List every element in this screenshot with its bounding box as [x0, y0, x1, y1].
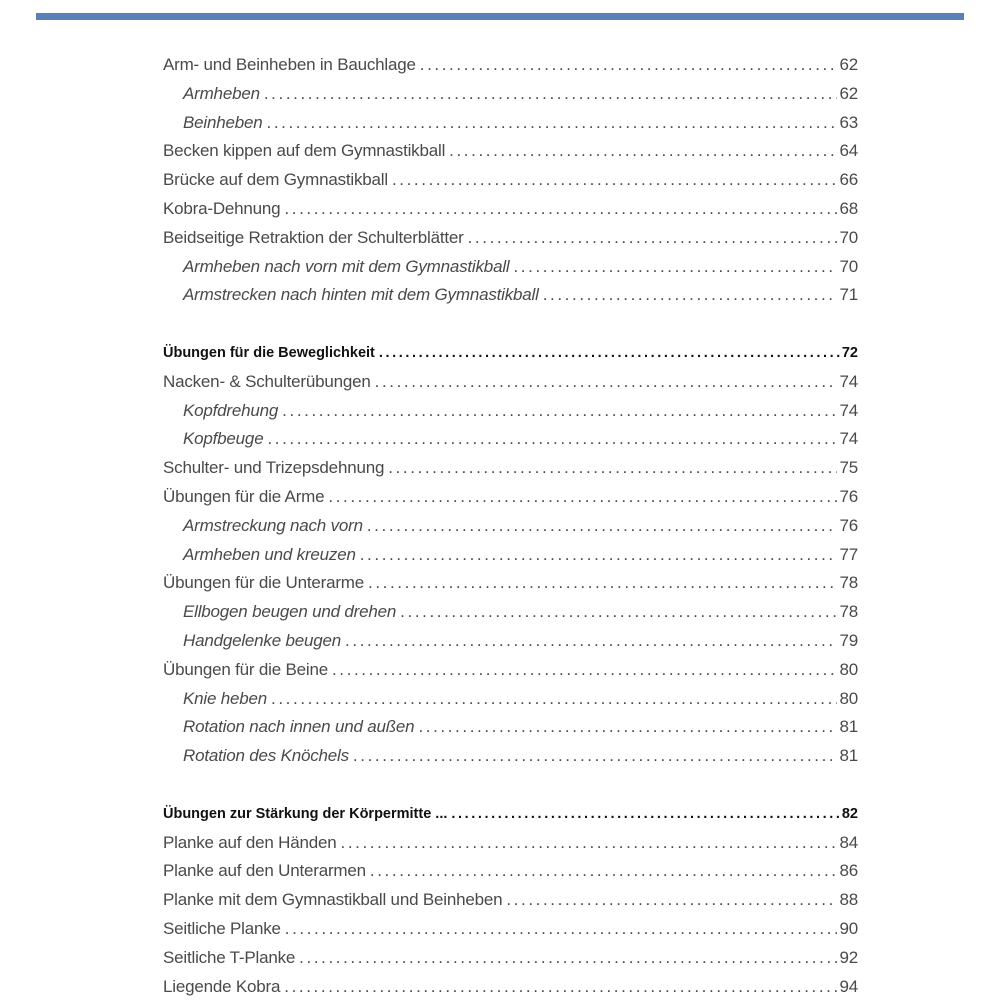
dot-leader	[267, 109, 838, 138]
toc-entry-title: Beidseitige Retraktion der Schulterblätter	[163, 224, 464, 253]
toc-page-number: 82	[842, 800, 858, 829]
toc-section-heading[interactable]	[163, 800, 858, 829]
toc-page-number: 68	[839, 195, 858, 224]
toc-page-number: 74	[839, 425, 858, 454]
toc-entry-title: Knie heben	[183, 685, 267, 714]
toc-page-number: 78	[839, 569, 858, 598]
toc-entry[interactable]	[163, 368, 858, 397]
toc-subentry[interactable]	[163, 598, 858, 627]
toc-entry-title: Handgelenke beugen	[183, 627, 341, 656]
toc-entry-title: Arm- und Beinheben in Bauchlage	[163, 51, 416, 80]
toc-page-number: 62	[839, 51, 858, 80]
toc-entry-title: Planke mit dem Gymnastikball und Beinheben	[163, 886, 502, 915]
toc-entry-title: Kobra-Dehnung	[163, 195, 280, 224]
dot-leader	[360, 541, 838, 570]
dot-leader	[388, 454, 837, 483]
toc-entry-title: Seitliche Planke	[163, 915, 281, 944]
dot-leader	[451, 800, 839, 829]
dot-leader	[285, 915, 838, 944]
toc-page-number: 77	[839, 541, 858, 570]
toc-entry[interactable]	[163, 224, 858, 253]
dot-leader	[345, 627, 837, 656]
dot-leader	[332, 656, 838, 685]
toc-page-number: 72	[842, 339, 858, 368]
toc-entry-title: Kopfbeuge	[183, 425, 263, 454]
toc-section-heading[interactable]	[163, 339, 858, 368]
toc-entry-title: Becken kippen auf dem Gymnastikball	[163, 137, 445, 166]
dot-leader	[513, 253, 837, 282]
toc-entry-title: Schulter- und Trizepsdehnung	[163, 454, 384, 483]
toc-entry-title: Kopfdrehung	[183, 397, 278, 426]
toc-entry[interactable]	[163, 829, 858, 858]
toc-entry[interactable]	[163, 569, 858, 598]
toc-entry-title: Brücke auf dem Gymnastikball	[163, 166, 388, 195]
toc-page-number: 62	[839, 80, 858, 109]
toc-page-number: 90	[839, 915, 858, 944]
toc-subentry[interactable]	[163, 742, 858, 771]
section-spacer	[163, 310, 858, 339]
toc-entry[interactable]	[163, 973, 858, 1001]
toc-page-number: 64	[839, 137, 858, 166]
toc-page-number: 80	[839, 656, 858, 685]
header-rule	[36, 13, 964, 20]
toc-page-number: 74	[839, 397, 858, 426]
toc-subentry[interactable]	[163, 253, 858, 282]
table-of-contents	[163, 51, 858, 1001]
toc-entry[interactable]	[163, 857, 858, 886]
dot-leader	[271, 685, 837, 714]
dot-leader	[341, 829, 838, 858]
toc-page-number: 74	[839, 368, 858, 397]
dot-leader	[282, 397, 837, 426]
toc-entry[interactable]	[163, 166, 858, 195]
toc-subentry[interactable]	[163, 627, 858, 656]
toc-page-number: 80	[839, 685, 858, 714]
toc-entry-title: Armheben	[183, 80, 260, 109]
dot-leader	[353, 742, 838, 771]
toc-entry-title: Rotation nach innen und außen	[183, 713, 414, 742]
dot-leader	[420, 51, 838, 80]
toc-subentry[interactable]	[163, 80, 858, 109]
toc-entry-title: Armheben und kreuzen	[183, 541, 356, 570]
dot-leader	[264, 80, 838, 109]
dot-leader	[328, 483, 837, 512]
toc-entry[interactable]	[163, 656, 858, 685]
section-spacer	[163, 771, 858, 800]
toc-page-number: 75	[839, 454, 858, 483]
toc-subentry[interactable]	[163, 541, 858, 570]
toc-entry-title: Planke auf den Unterarmen	[163, 857, 366, 886]
toc-entry[interactable]	[163, 51, 858, 80]
toc-page-number: 81	[839, 742, 858, 771]
dot-leader	[368, 569, 837, 598]
toc-entry-title: Armstrecken nach hinten mit dem Gymnastikball	[183, 281, 539, 310]
toc-entry-title: Nacken- & Schulterübungen	[163, 368, 371, 397]
toc-page-number: 78	[839, 598, 858, 627]
dot-leader	[375, 368, 838, 397]
toc-entry-title: Liegende Kobra	[163, 973, 280, 1001]
dot-leader	[379, 339, 840, 368]
toc-page-number: 70	[839, 253, 858, 282]
toc-entry[interactable]	[163, 483, 858, 512]
toc-entry-title: Ellbogen beugen und drehen	[183, 598, 396, 627]
toc-page-number: 76	[839, 483, 858, 512]
toc-page-number: 79	[839, 627, 858, 656]
toc-page-number: 88	[839, 886, 858, 915]
toc-entry[interactable]	[163, 886, 858, 915]
dot-leader	[367, 512, 838, 541]
toc-entry-title: Übungen zur Stärkung der Körpermitte ...	[163, 800, 447, 829]
toc-entry[interactable]	[163, 915, 858, 944]
toc-entry-title: Übungen für die Unterarme	[163, 569, 364, 598]
dot-leader	[449, 137, 837, 166]
toc-subentry[interactable]	[163, 425, 858, 454]
toc-page-number: 76	[839, 512, 858, 541]
toc-page-number: 70	[839, 224, 858, 253]
dot-leader	[418, 713, 837, 742]
toc-subentry[interactable]	[163, 397, 858, 426]
toc-page-number: 63	[839, 109, 858, 138]
toc-subentry[interactable]	[163, 281, 858, 310]
toc-page-number: 81	[839, 713, 858, 742]
toc-page-number: 84	[839, 829, 858, 858]
toc-page-number: 86	[839, 857, 858, 886]
toc-entry-title: Übungen für die Beweglichkeit	[163, 339, 375, 368]
dot-leader	[284, 973, 837, 1001]
dot-leader	[267, 425, 837, 454]
dot-leader	[543, 281, 838, 310]
dot-leader	[468, 224, 838, 253]
toc-subentry[interactable]	[163, 685, 858, 714]
toc-entry[interactable]	[163, 454, 858, 483]
toc-entry-title: Übungen für die Beine	[163, 656, 328, 685]
toc-subentry[interactable]	[163, 713, 858, 742]
toc-subentry[interactable]	[163, 109, 858, 138]
toc-page-number: 94	[839, 973, 858, 1001]
toc-entry-title: Armstreckung nach vorn	[183, 512, 363, 541]
toc-entry[interactable]	[163, 944, 858, 973]
dot-leader	[392, 166, 838, 195]
dot-leader	[400, 598, 837, 627]
toc-page-number: 92	[839, 944, 858, 973]
dot-leader	[370, 857, 838, 886]
toc-entry-title: Armheben nach vorn mit dem Gymnastikball	[183, 253, 509, 282]
toc-page-number: 71	[839, 281, 858, 310]
toc-entry-title: Seitliche T-Planke	[163, 944, 295, 973]
toc-entry-title: Beinheben	[183, 109, 263, 138]
toc-entry-title: Rotation des Knöchels	[183, 742, 349, 771]
toc-entry[interactable]	[163, 195, 858, 224]
dot-leader	[299, 944, 837, 973]
toc-entry-title: Planke auf den Händen	[163, 829, 337, 858]
toc-entry[interactable]	[163, 137, 858, 166]
toc-page-number: 66	[839, 166, 858, 195]
dot-leader	[506, 886, 837, 915]
toc-entry-title: Übungen für die Arme	[163, 483, 324, 512]
toc-subentry[interactable]	[163, 512, 858, 541]
dot-leader	[284, 195, 837, 224]
